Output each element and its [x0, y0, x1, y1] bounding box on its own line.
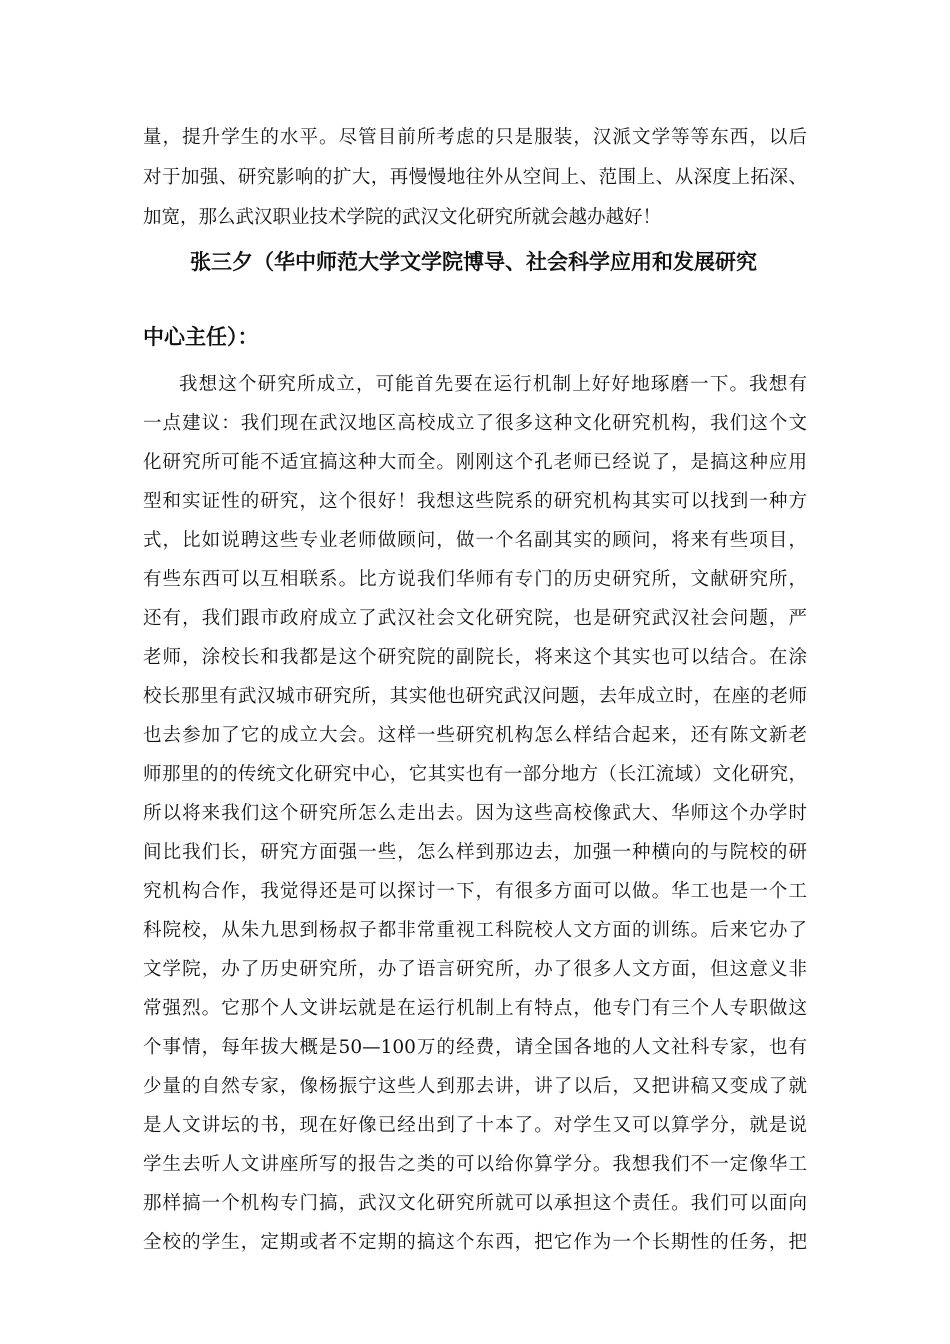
body-line-4: 型和实证性的研究，这个很好！我想这些院系的研究机构其实可以找到一种方: [143, 491, 807, 512]
body-line-9: 校长那里有武汉城市研究所，其实他也研究武汉问题，去年成立时，在座的老师: [143, 686, 807, 707]
body-line-12: 所以将来我们这个研究所怎么走出去。因为这些高校像武大、华师这个办学时: [143, 803, 807, 824]
body-line-7: 还有，我们跟市政府成立了武汉社会文化研究院，也是研究武汉社会问题，严: [143, 608, 807, 629]
speaker-heading-line-2: 中心主任）：: [143, 325, 259, 349]
intro-line-2: 对于加强、研究影响的扩大，再慢慢地往外从空间上、范围上、从深度上拓深、: [143, 167, 807, 188]
body-line-15: 科院校，从朱九思到杨叔子都非常重视工科院校人文方面的训练。后来它办了: [143, 920, 807, 941]
body-line-8: 老师，涂校长和我都是这个研究院的副院长，将来这个其实也可以结合。在涂: [143, 647, 807, 668]
intro-line-3: 加宽，那么武汉职业技术学院的武汉文化研究所就会越办越好！: [143, 207, 662, 228]
body-line-6: 有些东西可以互相联系。比方说我们华师有专门的历史研究所，文献研究所，: [143, 569, 807, 590]
body-line-17: 常强烈。它那个人文讲坛就是在运行机制上有特点，他专门有三个人专职做这: [143, 998, 807, 1019]
body-line-18: 个事情，每年拔大概是50—100万的经费，请全国各地的人文社科专家，也有: [143, 1037, 807, 1058]
body-line-2: 一点建议：我们现在武汉地区高校成立了很多这种文化研究机构，我们这个文: [143, 413, 807, 434]
body-line-19: 少量的自然专家，像杨振宁这些人到那去讲，讲了以后，又把讲稿又变成了就: [143, 1076, 807, 1097]
body-line-20: 是人文讲坛的书，现在好像已经出到了十本了。对学生又可以算学分，就是说: [143, 1115, 807, 1136]
body-line-21: 学生去听人文讲座所写的报告之类的可以给你算学分。我想我们不一定像华工: [143, 1154, 807, 1175]
body-line-5: 式，比如说聘这些专业老师做顾问，做一个名副其实的顾问，将来有些项目，: [143, 530, 807, 551]
body-line-1: 我想这个研究所成立，可能首先要在运行机制上好好地琢磨一下。我想有: [179, 374, 807, 395]
body-line-22: 那样搞一个机构专门搞，武汉文化研究所就可以承担这个责任。我们可以面向: [143, 1193, 807, 1214]
body-line-16: 文学院，办了历史研究所，办了语言研究所，办了很多人文方面，但这意义非: [143, 959, 807, 980]
body-line-11: 师那里的的传统文化研究中心，它其实也有一部分地方（长江流域）文化研究，: [143, 764, 807, 785]
body-line-23: 全校的学生，定期或者不定期的搞这个东西，把它作为一个长期性的任务，把: [143, 1232, 807, 1253]
body-line-3: 化研究所可能不适宜搞这种大而全。刚刚这个孔老师已经说了，是搞这种应用: [143, 452, 807, 473]
intro-line-1: 量，提升学生的水平。尽管目前所考虑的只是服装，汉派文学等等东西，以后: [143, 127, 807, 148]
body-line-14: 究机构合作，我觉得还是可以探讨一下，有很多方面可以做。华工也是一个工: [143, 881, 807, 902]
body-line-10: 也去参加了它的成立大会。这样一些研究机构怎么样结合起来，还有陈文新老: [143, 725, 807, 746]
speaker-heading-line-1: 张三夕（华中师范大学文学院博导、社会科学应用和发展研究: [190, 250, 757, 274]
body-line-13: 间比我们长，研究方面强一些，怎么样到那边去，加强一种横向的与院校的研: [143, 842, 807, 863]
